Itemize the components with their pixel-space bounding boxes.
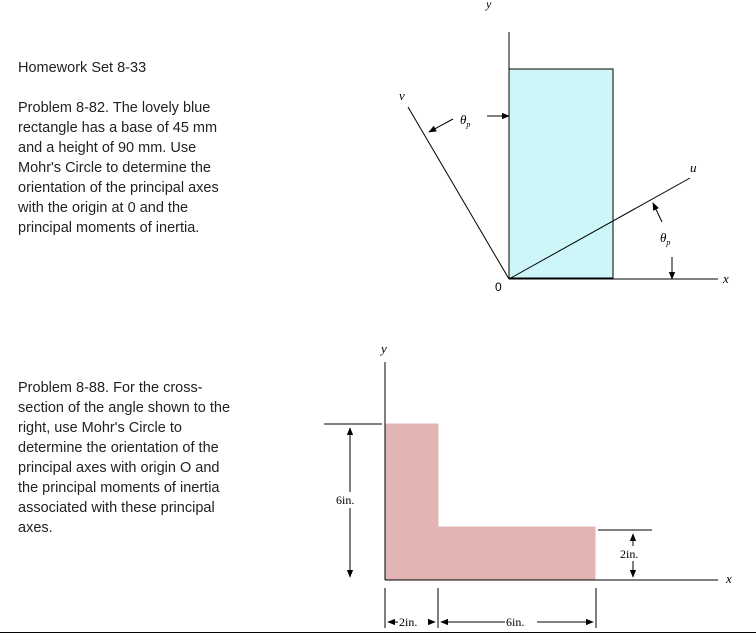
problem1-line: and a height of 90 mm. Use <box>18 140 197 156</box>
origin-label: 0 <box>495 280 502 294</box>
angle-shape <box>386 424 595 580</box>
problem1-line: rectangle has a base of 45 mm <box>18 120 218 136</box>
x-axis-label-2: x <box>726 571 732 586</box>
theta-label-right: $\theta_p$ <box>660 230 671 247</box>
v-axis-line <box>408 107 509 279</box>
problem1-line: with the origin at 0 and the <box>18 200 189 216</box>
v-axis-label: v <box>399 88 405 103</box>
figure-rectangle <box>399 0 729 294</box>
x-axis-label: x <box>723 271 729 286</box>
problem2-line: associated with these principal <box>18 500 215 516</box>
problem2-line: the principal moments of inertia <box>18 480 220 496</box>
u-axis-label: u <box>690 160 697 175</box>
problem1-line: Mohr's Circle to determine the <box>18 160 211 176</box>
blue-rectangle <box>509 69 613 278</box>
theta-label-top: $\theta_p$ <box>460 112 471 129</box>
page-title: Homework Set 8-33 <box>18 60 147 76</box>
dim-height-label: 6in. <box>336 493 355 507</box>
y-axis-label: y <box>486 0 492 11</box>
dim-leg-length-label: 6in. <box>506 615 525 629</box>
figure-angle-section <box>324 341 732 629</box>
dim-left-width-label: 2in. <box>399 615 418 629</box>
dim-thickness-label: 2in. <box>620 547 639 561</box>
problem2-line: Problem 8-88. For the cross- <box>18 380 203 396</box>
problem2-line: section of the angle shown to the <box>18 400 231 416</box>
theta-arrow-left <box>429 119 453 132</box>
problem1-line: orientation of the principal axes <box>18 180 219 196</box>
problem2-line: principal axes with origin O and <box>18 460 220 476</box>
theta-arrow-up <box>653 203 662 222</box>
problem1-line: Problem 8-82. The lovely blue <box>18 100 211 116</box>
bottom-divider <box>0 632 756 633</box>
problem1-line: principal moments of inertia. <box>18 220 200 236</box>
y-axis-label-2: y <box>381 341 387 356</box>
problem2-line: right, use Mohr's Circle to <box>18 420 182 436</box>
problem2-line: axes. <box>18 520 53 536</box>
problem2-line: determine the orientation of the <box>18 440 219 456</box>
